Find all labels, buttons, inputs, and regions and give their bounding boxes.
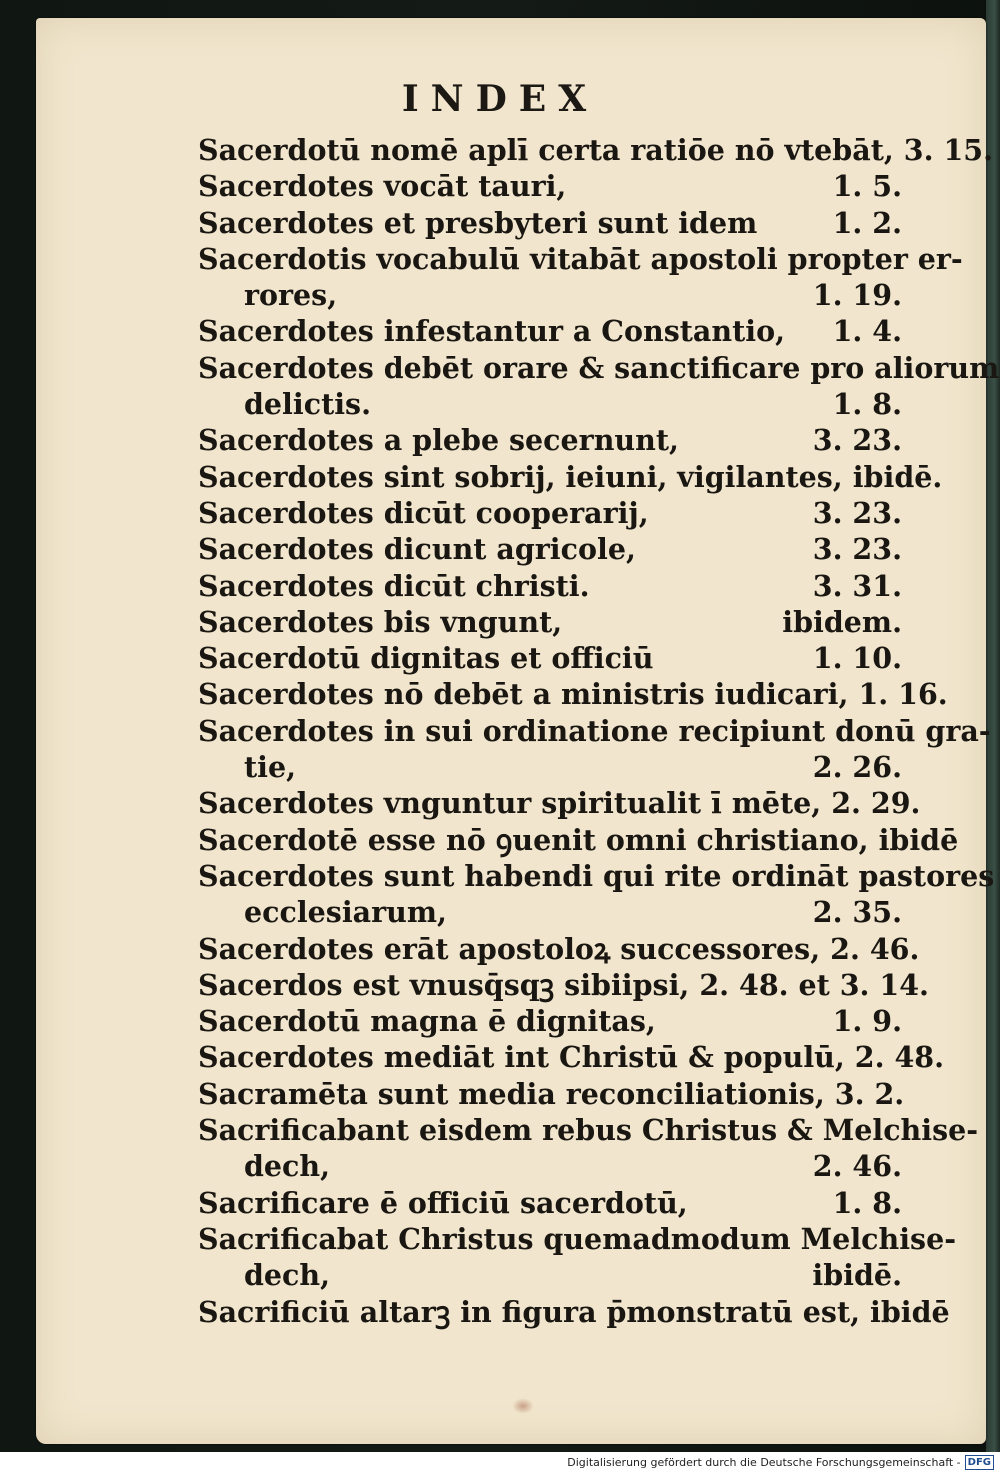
index-entry [198,713,991,786]
index-entry [198,640,902,676]
index-entry-line [198,1039,945,1075]
index-entry-text: Sacerdotes mediāt int Christū & populū, [198,1040,845,1075]
index-entry-line [198,1112,979,1148]
index-entry-line [198,858,995,894]
index-entry-reference: 2. 46. [812,1149,902,1184]
index-entry [198,1112,979,1185]
index-entry-text: Sacerdotes bis vngunt, [198,604,563,639]
index-entry-reference: ibidē. [812,1258,902,1293]
index-entry-text: rores, [244,278,338,313]
index-entry [198,241,963,314]
index-entry-line [198,713,991,749]
index-entry-line [198,168,902,204]
index-entry-text: Sacerdotes nō debēt a ministris iudicari, [198,677,849,712]
index-entry-reference: 3. 23. [812,495,902,530]
index-entry [198,132,994,168]
index-entry-text: Sacerdotis vocabulū vitabāt apostoli propter er- [198,241,963,276]
index-entry-reference: 1. 19. [812,278,902,313]
index-entry [198,459,943,495]
index-entry-continuation [198,1257,902,1293]
index-entry-reference: 1. 2. [832,205,902,240]
index-entry-text: Sacerdotes vocāt tauri, [198,169,567,204]
index-entry [198,168,902,204]
index-entry-line [198,132,994,168]
index-entry-continuation [198,277,902,313]
index-entry-reference: ibidē [870,1294,950,1329]
index-entry-line [198,205,902,241]
index-entry-text: tie, [244,750,297,785]
index-entry-line [198,568,902,604]
index-entry-line [198,1185,902,1221]
index-entry-text: dech, [244,1258,331,1293]
index-entry [198,1076,905,1112]
index-entry-reference: 2. 35. [812,895,902,930]
index-entry-line [198,604,902,640]
index-entry-reference: 3. 23. [812,423,902,458]
index-entry-reference: ibidē. [852,459,943,494]
index-entry-reference: ibidem. [782,604,902,639]
index-entry [198,822,959,858]
index-entry [198,205,902,241]
index-entry [198,1039,945,1075]
index-entry-text: Sacerdotū dignitas et officiū [198,641,654,676]
index-entry-text: Sacrificare ē officiū sacerdotū, [198,1185,688,1220]
index-entry-text: Sacerdotes et presbyteri sunt idem [198,205,758,240]
index-entry-reference: 3. 31. [812,568,902,603]
index-entry-reference: 3. 2. [834,1076,905,1111]
index-entry-line [198,1003,902,1039]
index-entry-text: Sacerdotē esse nō ꝯuenit omni christiano, [198,822,869,857]
index-entry-text: Sacramēta sunt media reconciliationis, [198,1076,825,1111]
index-entry-line [198,1294,950,1330]
index-entry [198,1003,902,1039]
index-entry-reference: 2. 29. [831,786,921,821]
index-entry-text: Sacrificabant eisdem rebus Christus & Melchise- [198,1113,979,1148]
index-entry-text: Sacerdotū nomē aplī certa ratiōe nō vtebāt, [198,133,894,167]
index-entry [198,1294,950,1330]
index-entry [198,313,902,349]
index-entry-reference: 3. 23. [812,532,902,567]
index-entry [198,967,929,1003]
index-entry-text: Sacerdotes sunt habendi qui rite ordināt pastores [198,858,995,893]
index-entry-reference: 1. 8. [832,387,902,422]
funding-notice: Digitalisierung gefördert durch die Deutsche Forschungsgemeinschaft - [567,1455,961,1469]
dfg-logo-icon: DFG [965,1455,994,1470]
index-entry [198,531,902,567]
index-entry-line [198,1221,957,1257]
index-entry-text: Sacerdotes dicūt cooperarij, [198,495,649,530]
index-entry-reference: 1. 4. [832,314,902,349]
paper-stain [512,1398,534,1414]
index-entry-line [198,676,948,712]
index-entry [198,495,902,531]
index-entry-text: Sacerdotes debēt orare & sanctificare pro aliorum [198,350,1000,385]
index-entry-text: Sacerdos est vnusq̄sqꝫ sibiipsi, [198,967,690,1002]
index-entry-reference: 1. 9. [832,1004,902,1039]
index-entry [198,1221,957,1294]
index-entry-line [198,241,963,277]
index-entry-line [198,531,902,567]
index-entry-text: Sacerdotes sint sobrij, ieiuni, vigilantes, [198,459,843,494]
index-entry-reference: 3. 15. [903,133,994,167]
index-entry-reference: 2. 26. [812,750,902,785]
index-entry-line [198,1076,905,1112]
index-entry-continuation [198,1148,902,1184]
index-entry-line [198,459,943,495]
index-entry-continuation [198,894,902,930]
index-entry-reference: 1. 5. [832,169,902,204]
index-entry-text: ecclesiarum, [244,895,447,930]
index-entry-text: Sacerdotū magna ē dignitas, [198,1004,656,1039]
index-entry-text: Sacerdotes in sui ordinatione recipiunt donū gra- [198,713,991,748]
index-entry-line [198,931,920,967]
index-entry-line [198,967,929,1003]
index-entry [198,350,1000,423]
index-entry-text: Sacrificabat Christus quemadmodum Melchise- [198,1221,957,1256]
index-entry [198,422,902,458]
index-entry-reference: 1. 10. [812,641,902,676]
digitization-footer [0,1452,1000,1472]
page-title: INDEX [401,78,599,120]
index-entry [198,785,921,821]
index-entry-line [198,640,902,676]
index-entry [198,1185,902,1221]
index-entry-line [198,422,902,458]
index-entry-text: Sacerdotes vnguntur spiritualit ī mēte, [198,786,822,821]
index-entry [198,568,902,604]
index-entry-reference: 2. 48. et 3. 14. [699,967,929,1002]
index-entry-line [198,350,1000,386]
index-entry-text: Sacerdotes dicūt christi. [198,568,590,603]
index-entry-continuation [198,386,902,422]
index-entry-reference: 2. 48. [854,1040,945,1075]
index-entry-continuation [198,749,902,785]
index-entries [198,132,1000,1330]
index-entry-reference: 1. 16. [858,677,948,712]
index-entry-text: Sacerdotes infestantur a Constantio, [198,314,786,349]
index-entry [198,858,995,931]
index-entry [198,931,920,967]
index-entry [198,676,948,712]
index-entry-line [198,313,902,349]
index-entry-reference: ibidē [878,822,959,857]
index-entry-line [198,495,902,531]
index-entry-reference: 2. 46. [830,931,920,966]
index-entry-text: delictis. [244,387,372,422]
index-entry-reference: 1. 8. [832,1185,902,1220]
index-entry-text: Sacerdotes a plebe secernunt, [198,423,679,458]
index-entry [198,604,902,640]
index-entry-line [198,822,959,858]
index-entry-text: Sacerdotes erāt apostoloꝝ successores, [198,931,821,966]
index-entry-text: Sacrificiū altarꝫ in figura p̄monstratū est, [198,1294,861,1329]
index-entry-line [198,785,921,821]
index-entry-text: dech, [244,1149,331,1184]
index-entry-text: Sacerdotes dicunt agricole, [198,532,636,567]
